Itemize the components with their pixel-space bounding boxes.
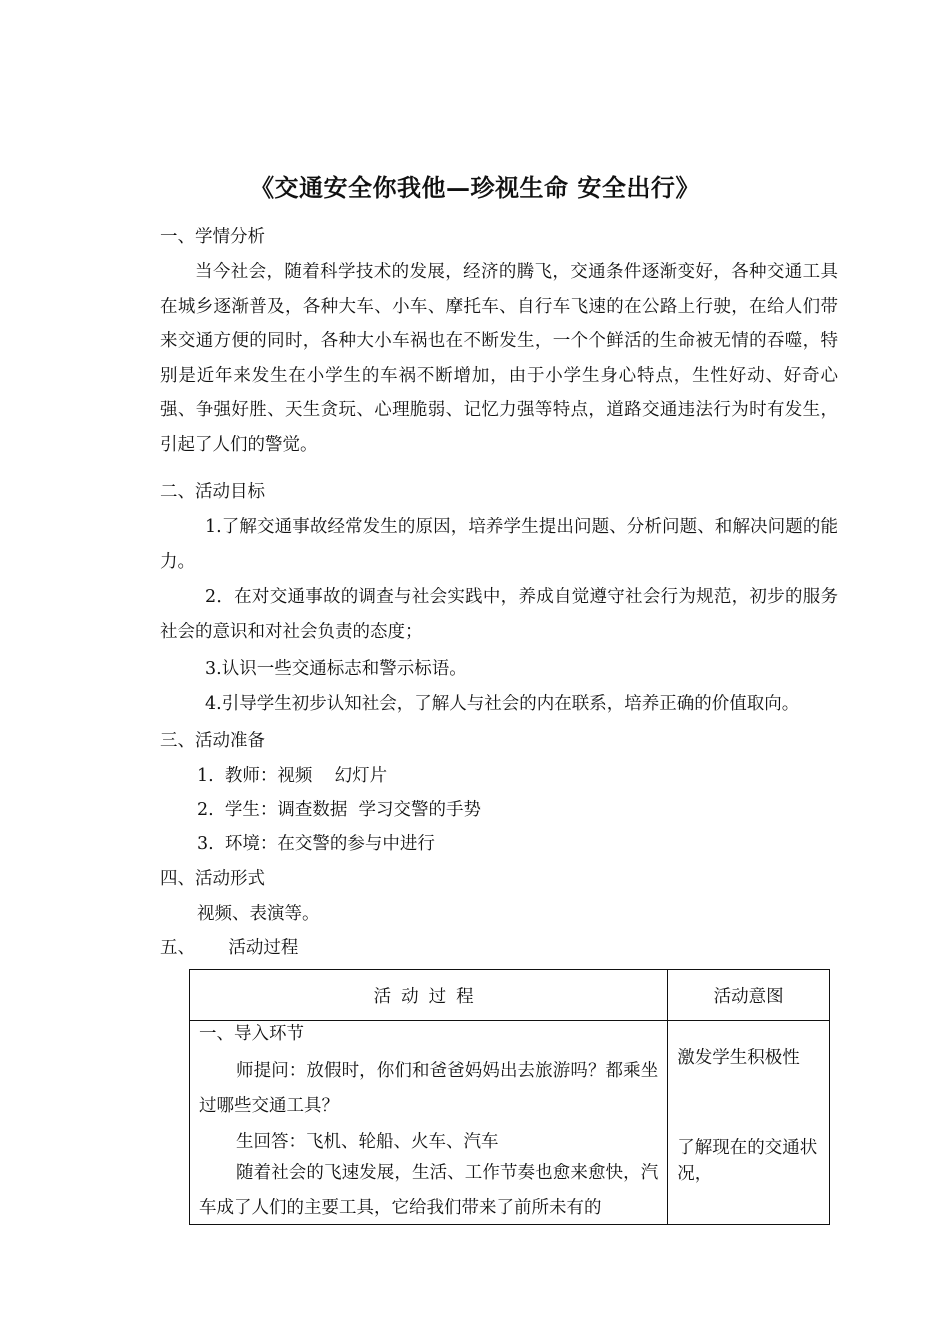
section-heading-process: 五、 活动过程 [160,938,299,958]
goal-item-4: 4.引导学生初步认知社会，了解人与社会的内在联系，培养正确的价值取向。 [205,694,800,714]
intent-text-1: 激发学生积极性 [677,1048,800,1068]
intent-cell [668,1021,830,1225]
process-question: 师提问：放假时，你们和爸爸妈妈出去旅游吗？都乘坐过哪些交通工具？ [199,1061,659,1116]
goal-item-2: 2．在对交通事故的调查与社会实践中，养成自觉遵守社会行为规范，初步的服务社会的意识和对社会负责的态度； [160,587,838,642]
document-title: 《交通安全你我他—珍视生命 安全出行》 [250,173,700,202]
process-paragraph: 随着社会的飞速发展，生活、工作节奏也愈来愈快，汽车成了人们的主要工具，它给我们带来了前所未有的 [199,1163,659,1218]
process-answer: 生回答：飞机、轮船、火车、汽车 [236,1132,499,1152]
section-heading-goals: 二、活动目标 [160,482,265,502]
goal-item-3: 3.认识一些交通标志和警示标语。 [205,659,467,679]
prep-item-2: 2. 学生：调查数据 学习交警的手势 [197,800,481,820]
table-header-intent: 活动意图 [668,970,830,1021]
section-heading-form: 四、活动形式 [160,869,265,889]
table-row [190,1021,830,1225]
intent-text-2: 了解现在的交通状况， [677,1138,818,1184]
prep-item-1: 1. 教师：视频 幻灯片 [197,766,388,786]
section-heading-analysis: 一、学情分析 [160,227,265,247]
analysis-paragraph: 当今社会，随着科学技术的发展，经济的腾飞，交通条件逐渐变好，各种交通工具在城乡逐渐普及，各种大车、小车、摩托车、自行车飞速的在公路上行驶，在给人们带来交通方便的同时，各种大小车祸也在不断发生，一个个鲜活的生命被无情的吞噬，特别是近年来发生在小学生的车祸不断增加，由于小学生身心特点，生性好动、好奇心强、争强好胜、天生贪玩、心理脆弱、记忆力强等特点，道路交通违法行为时有发生，引起了人们的警觉。 [160,262,838,455]
table-header-process: 活动过程 [190,970,668,1021]
prep-item-3: 3. 环境：在交警的参与中进行 [197,834,435,854]
form-text: 视频、表演等。 [197,904,320,924]
process-cell [190,1021,668,1225]
table-header-row [190,970,830,1021]
activity-process-table [189,969,830,1225]
goal-item-1: 1.了解交通事故经常发生的原因，培养学生提出问题、分析问题、和解决问题的能力。 [160,517,838,572]
section-heading-preparation: 三、活动准备 [160,731,265,751]
process-step-title: 一、导入环节 [199,1024,304,1044]
